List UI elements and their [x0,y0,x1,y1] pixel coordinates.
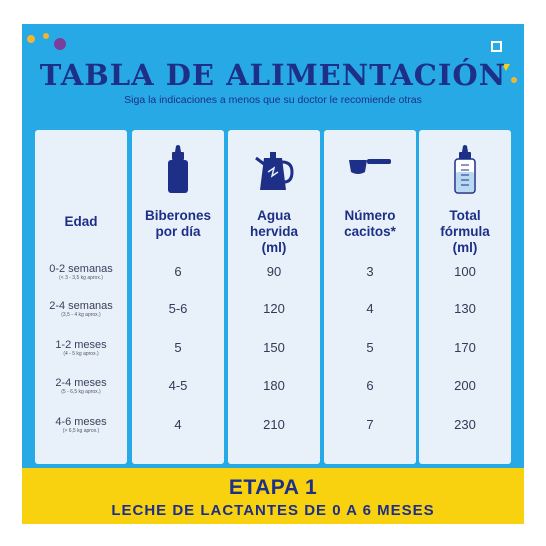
table-row-age: 1-2 meses (4 - 5 kg aprox.) [55,339,107,357]
table-cell-total: 230 [454,417,476,432]
total-column [419,130,511,464]
stage-subtitle: LECHE DE LACTANTES DE 0 A 6 MESES [111,502,435,519]
page-subtitle: Siga la indicaciones a menos que su doctor le recomiende otras [124,94,422,106]
scoop-icon [324,144,416,194]
water-header: Agua hervida (ml) [249,208,299,255]
confetti-left-decoration [24,30,74,54]
table-cell-water: 150 [263,340,285,355]
table-cell-water: 120 [263,301,285,316]
stage-title: ETAPA 1 [228,476,318,499]
table-row-age: 4-6 meses (> 6,5 kg aprox.) [55,416,107,434]
table-cell-water: 210 [263,417,285,432]
baby-bottle-icon [132,144,224,194]
table-cell-bottles: 5 [174,340,182,355]
scoops-header: Número cacitos* [344,208,396,239]
feeding-table-panel [22,24,524,468]
table-cell-total: 130 [454,301,476,316]
scoops-column [324,130,416,464]
age-column [35,130,127,464]
table-cell-scoops: 4 [366,301,374,316]
table-cell-scoops: 6 [366,378,374,393]
age-header: Edad [64,214,98,229]
table-cell-water: 180 [263,378,285,393]
table-cell-total: 100 [454,264,476,279]
table-cell-scoops: 7 [366,417,374,432]
table-cell-total: 200 [454,378,476,393]
table-cell-bottles: 4 [174,417,182,432]
table-row-age: 2-4 semanas (3,5 - 4 kg aprox.) [49,300,113,318]
table-cell-bottles: 6 [174,264,182,279]
kettle-icon [228,144,320,194]
page-title: TABLA DE ALIMENTACIÓN [39,58,507,92]
bottles-header: Biberones por día [144,208,212,239]
table-cell-bottles: 4-5 [168,378,188,393]
table-cell-water: 90 [266,264,282,279]
table-row-age: 2-4 meses (5 - 6,5 kg aprox.) [55,377,107,395]
water-column [228,130,320,464]
stage-banner [22,468,524,524]
table-cell-scoops: 5 [366,340,374,355]
table-cell-total: 170 [454,340,476,355]
measured-bottle-icon [419,144,511,194]
total-header: Total fórmula (ml) [440,208,490,255]
table-cell-bottles: 5-6 [168,301,188,316]
table-row-age: 0-2 semanas (< 3 - 3,5 kg aprox.) [49,263,113,281]
bottles-column [132,130,224,464]
table-cell-scoops: 3 [366,264,374,279]
